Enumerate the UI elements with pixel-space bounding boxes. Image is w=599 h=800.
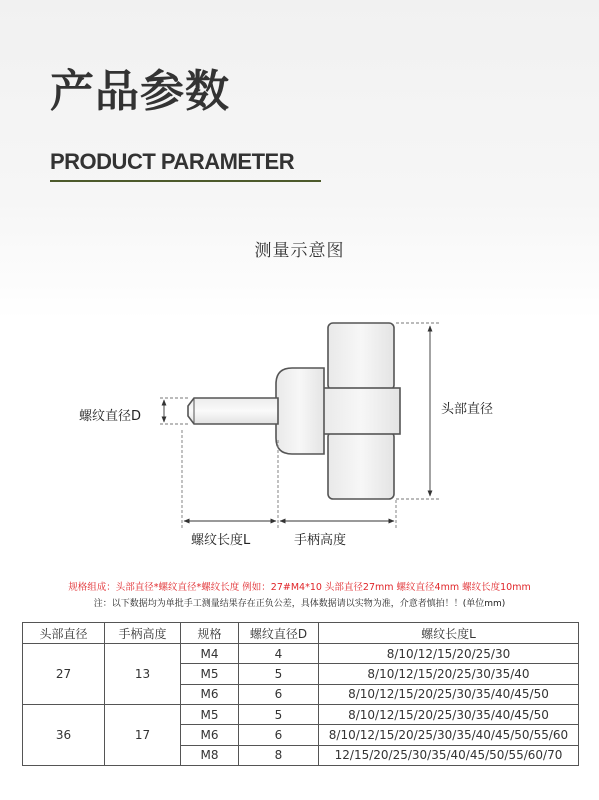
title-underline — [50, 180, 321, 182]
table-row — [23, 705, 579, 725]
cell-handle-height: 17 — [105, 705, 181, 766]
cell-thread-diameter: 8 — [239, 745, 319, 765]
measurement-diagram — [0, 300, 599, 550]
measurement-disclaimer: 注：以下数据均为单批手工测量结果存在正负公差，具体数据请以实物为准，介意者慎拍！！(单位mm) — [93, 599, 506, 609]
page-title-cn: 产品参数 — [50, 66, 230, 117]
knob-wing-top — [328, 323, 394, 390]
knob-neck — [276, 368, 324, 454]
col-thread-length: 螺纹长度L — [319, 623, 579, 644]
handle-height-label: 手柄高度 — [294, 533, 347, 548]
col-head-diameter: 头部直径 — [23, 623, 105, 644]
thread-diameter-label: 螺纹直径D — [79, 409, 142, 424]
cell-spec: M5 — [181, 705, 239, 725]
cell-spec: M8 — [181, 745, 239, 765]
page-title-en: PRODUCT PARAMETER — [50, 149, 295, 174]
table-header-row — [23, 623, 579, 644]
cell-spec: M6 — [181, 725, 239, 745]
knob-hub — [322, 388, 400, 434]
cell-thread-diameter: 4 — [239, 644, 319, 664]
head-diameter-label: 头部直径 — [441, 402, 494, 417]
cell-thread-diameter: 6 — [239, 725, 319, 745]
cell-thread-lengths: 8/10/12/15/20/25/30/35/40 — [319, 664, 579, 684]
cell-thread-lengths: 12/15/20/25/30/35/40/45/50/55/60/70 — [319, 745, 579, 765]
cell-thread-lengths: 8/10/12/15/20/25/30 — [319, 644, 579, 664]
col-handle-height: 手柄高度 — [105, 623, 181, 644]
col-spec: 规格 — [181, 623, 239, 644]
spec-format-note: 规格组成：头部直径*螺纹直径*螺纹长度 例如：27#M4*10 头部直径27mm 螺纹直径4mm 螺纹长度10mm — [68, 582, 531, 593]
cell-thread-lengths: 8/10/12/15/20/25/30/35/40/45/50 — [319, 705, 579, 725]
cell-thread-lengths: 8/10/12/15/20/25/30/35/40/45/50 — [319, 684, 579, 704]
cell-spec: M4 — [181, 644, 239, 664]
thread-length-label: 螺纹长度L — [191, 533, 251, 548]
cell-handle-height: 13 — [105, 644, 181, 705]
cell-thread-diameter: 5 — [239, 664, 319, 684]
cell-spec: M5 — [181, 664, 239, 684]
knob-part-drawing — [188, 323, 400, 499]
cell-head-diameter: 27 — [23, 644, 105, 705]
col-thread-diameter: 螺纹直径D — [239, 623, 319, 644]
thread-shaft — [188, 398, 278, 424]
cell-head-diameter: 36 — [23, 705, 105, 766]
table-row — [23, 644, 579, 664]
cell-thread-lengths: 8/10/12/15/20/25/30/35/40/45/50/55/60 — [319, 725, 579, 745]
cell-thread-diameter: 5 — [239, 705, 319, 725]
parameter-table — [22, 622, 579, 766]
cell-spec: M6 — [181, 684, 239, 704]
diagram-title: 测量示意图 — [254, 241, 345, 261]
cell-thread-diameter: 6 — [239, 684, 319, 704]
knob-wing-bottom — [328, 432, 394, 499]
